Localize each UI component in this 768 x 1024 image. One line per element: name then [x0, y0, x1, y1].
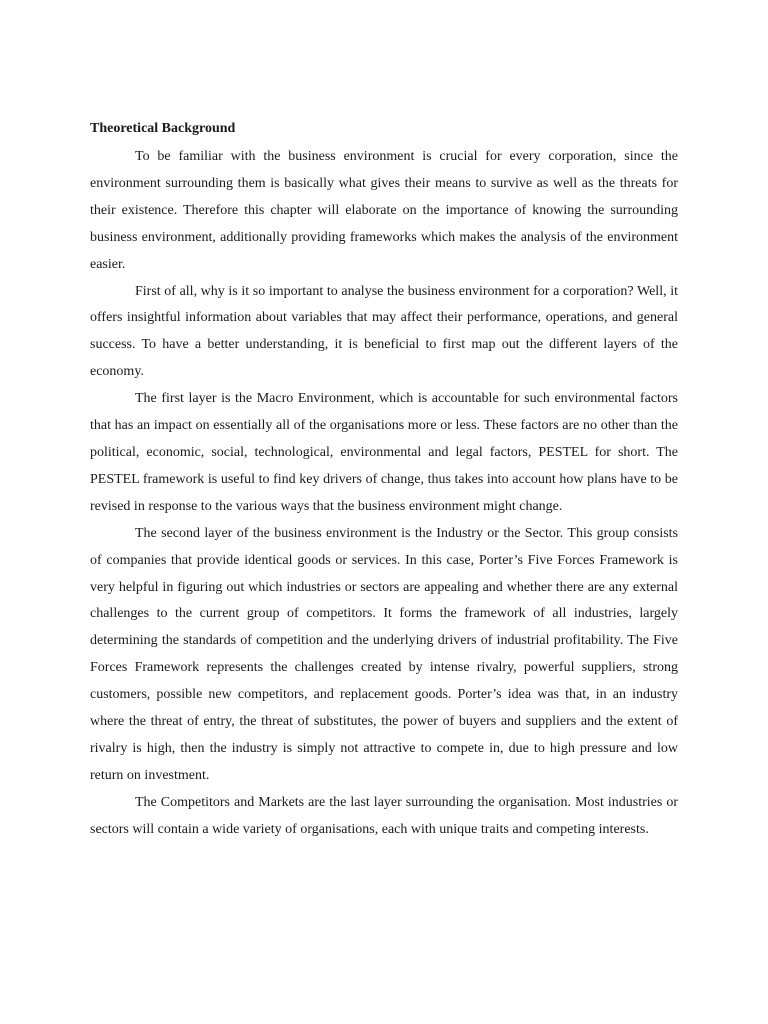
paragraph-3: The first layer is the Macro Environment, which is accountable for such environmental factors that has an impact on essentially all of the organisations more or less. These factors are no other than the political, economic, social, technological, environmental and legal factors, PESTEL for short. The PESTEL framework is useful to find key drivers of change, thus takes into account how plans have to be revised in response to the various ways that the business environment might change.: [90, 391, 678, 514]
paragraph-4: The second layer of the business environment is the Industry or the Sector. This group consists of companies that provide identical goods or services. In this case, Porter’s Five Forces Framework is very helpful in figuring out which industries or sectors are appealing and whether there are any external challenges to the current group of competitors. It forms the framework of all industries, largely determining the standards of competition and the underlying drivers of industrial profitability. The Five Forces Framework represents the challenges created by intense rivalry, powerful suppliers, strong customers, possible new competitors, and replacement goods. Porter’s idea was that, in an industry where the threat of entry, the threat of substitutes, the power of buyers and suppliers and the extent of rivalry is high, then the industry is simply not attractive to compete in, due to high pressure and low return on investment.: [90, 525, 678, 783]
section-heading: Theoretical Background: [90, 121, 236, 136]
paragraph-2: First of all, why is it so important to analyse the business environment for a corporation? Well, it offers insightful information about variables that may affect their performance, operations, and general success. To have a better understanding, it is beneficial to first map out the different layers of the economy.: [90, 283, 678, 380]
paragraph-1: To be familiar with the business environment is crucial for every corporation, since the environment surrounding them is basically what gives their means to survive as well as the threats for their existence. Therefore this chapter will elaborate on the importance of knowing the surrounding business environment, additionally providing frameworks which makes the analysis of the environment easier.: [90, 149, 678, 272]
document-page: [90, 117, 678, 844]
paragraph-5: The Competitors and Markets are the last layer surrounding the organisation. Most industries or sectors will contain a wide variety of organisations, each with unique traits and competing interests.: [90, 794, 678, 837]
